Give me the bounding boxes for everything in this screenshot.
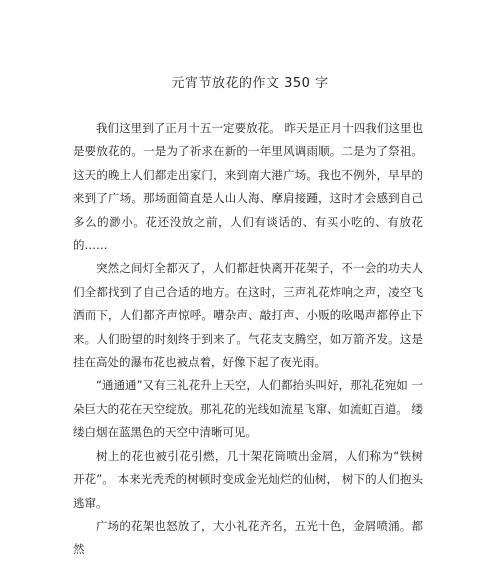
- paragraph-2: 突然之间灯全都灭了，人们都赶快离开花架子，不一会的功夫人 们全都找到了自己合适的地方。在这时，三声礼花炸响之声，凌空飞 洒而下，人们都齐声惊呼。嘈杂声、敲打声、小贩的吆喝声都停止下 来。人们盼望的时刻终于到来了。气花支支腾空，如万箭齐发。这是 挂在高处的瀑布花也被点着，好像下起了夜光雨。: [73, 261, 423, 370]
- paragraph-5: 广场的花架也怒放了，大小礼花齐名，五光十色，金屑喷涌。都 然: [73, 518, 423, 557]
- document-body: [73, 117, 423, 562]
- document-title: 元宵节放花的作文 350 字: [171, 76, 329, 91]
- paragraph-1: 我们这里到了正月十五一定要放花。 昨天是正月十四我们这里也 是要放花的。一是为了祈求在新的一年里风调雨顺。二是为了祭祖。 这天的晚上人们都走出家门，来到南大港广场。我也不例外，早早的 来到了广场。那场面简直是人山人海、摩肩接踵，这时才会感到自己 多么的渺小。花还没放之前，人们有谈话的、有买小吃的、有放花 的……: [73, 121, 423, 253]
- paragraph-3: “通通通”又有三礼花升上天空，人们都抬头叫好，那礼花宛如 一朵巨大的花在天空绽放。那礼花的光线如流星飞窜、如流虹百道。 缕缕白烟在蓝黑色的天空中清晰可见。: [73, 378, 423, 440]
- paragraph-4: 树上的花也被引花引燃，几十架花筒喷出金屑，人们称为“铁树 开花”。 本来光秃秃的树顿时变成金光灿烂的仙树， 树下的人们抱头 逃窜。: [73, 448, 423, 510]
